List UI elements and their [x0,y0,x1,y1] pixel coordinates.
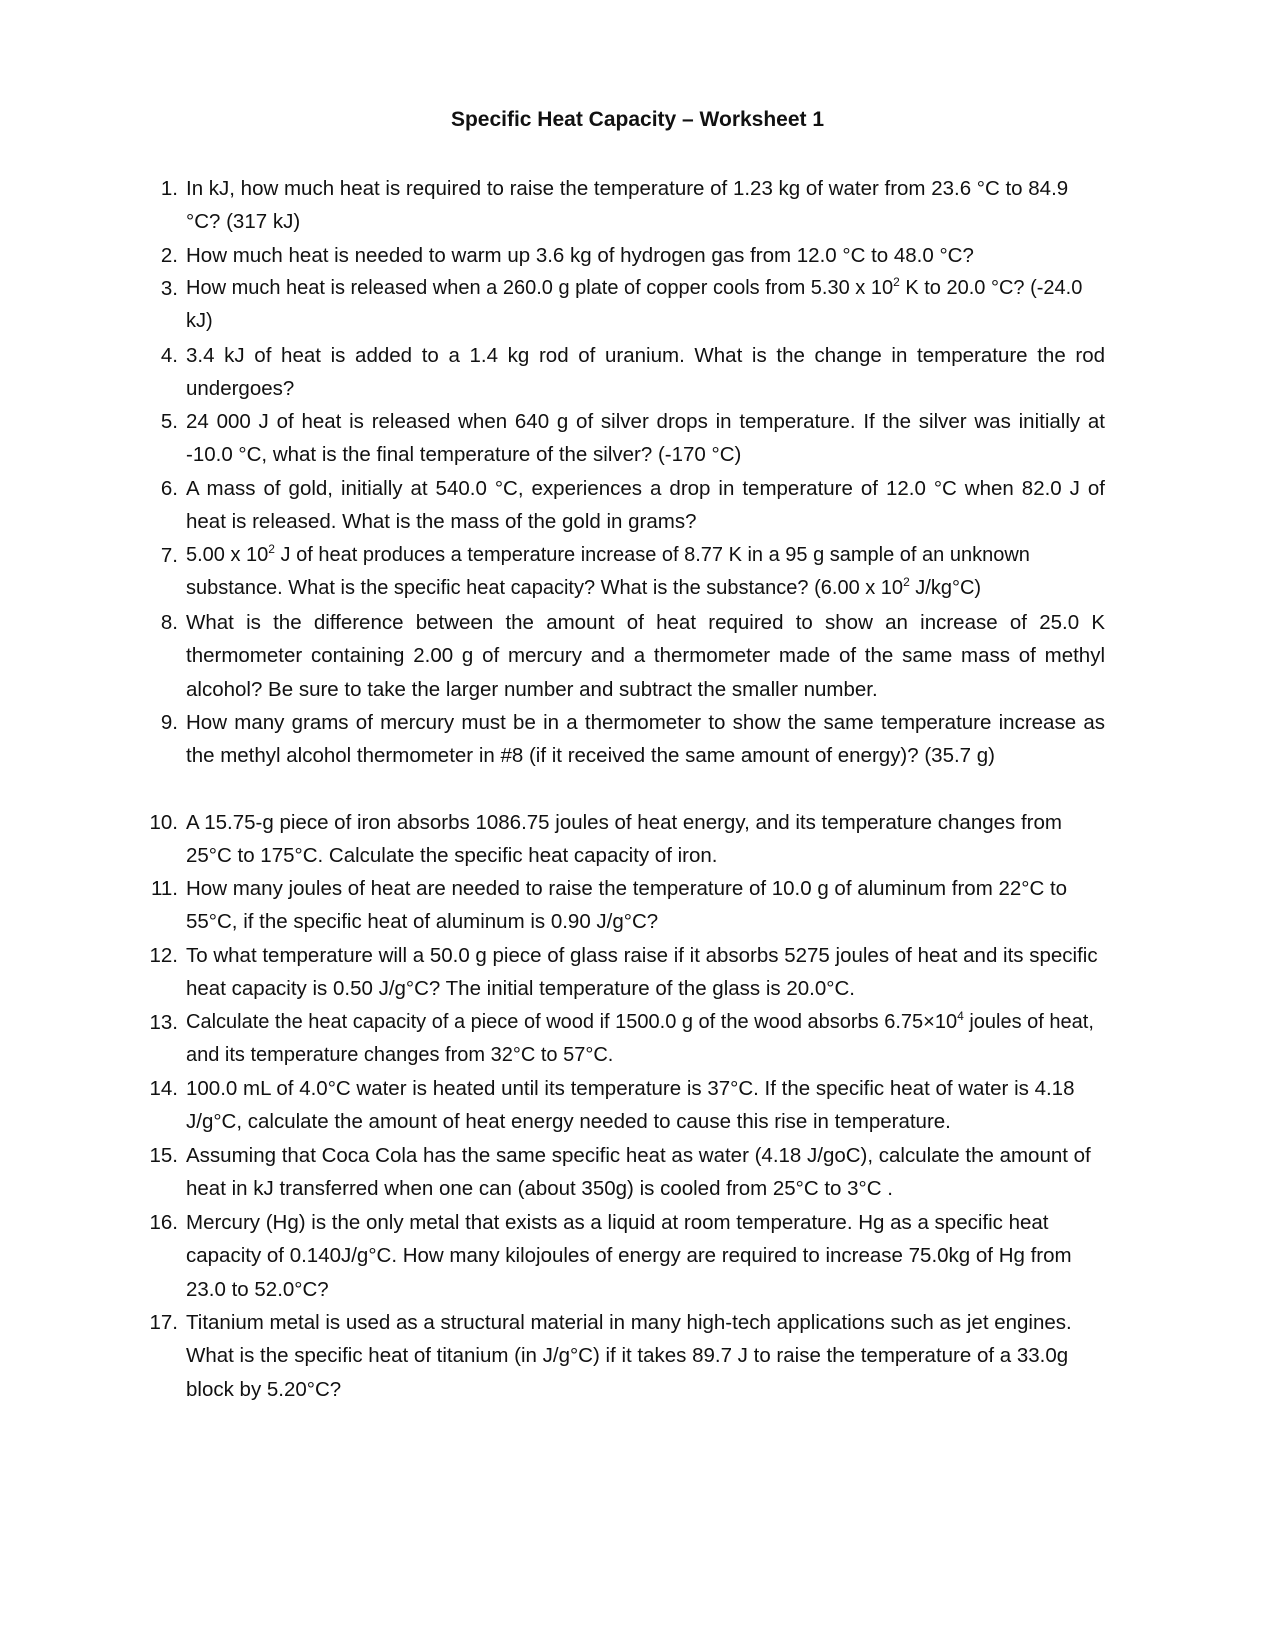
question-number: 16. [149,1211,178,1234]
question-2 [140,239,1105,272]
question-15 [140,1139,1105,1206]
question-number: 12. [149,944,178,967]
question-number: 3. [160,277,178,300]
question-number: 9. [160,711,178,734]
question-text: In kJ, how much heat is required to raise the temperature of 1.23 kg of water from 23.6 °C to 84.9 °C? (317 kJ) [186,177,1069,234]
question-11 [140,872,1105,939]
question-text: 5.00 x $10^2$ J of heat produces a temperature increase of 8.77 K in a 95 g sample of an unknown substance. What is the specific heat capacity? What is the substance? (6.00 x $10^2$ J/kg°C) [186,542,1030,600]
question-text: Titanium metal is used as a structural material in many high-tech applications such as jet engines. What is the specific heat of titanium (in J/g°C) if it takes 89.7 J to raise the temperature of a 33.0g block by 5.20°C? [186,1311,1072,1401]
question-17 [140,1306,1105,1406]
question-text: What is the difference between the amount of heat required to show an increase of 25.0 K thermometer containing 2.00 g of mercury and a thermometer made of the same mass of methyl alcohol? Be sure to take the larger number and subtract the smaller number. [186,611,1105,701]
worksheet-title: Specific Heat Capacity – Worksheet 1 [450,108,825,131]
question-text: Assuming that Coca Cola has the same specific heat as water (4.18 J/goC), calculate the amount of heat in kJ transferred when one can (about 350g) is cooled from 25°C to 3°C . [186,1144,1091,1201]
question-number: 7. [160,544,178,567]
question-3 [140,272,1105,339]
question-16 [140,1206,1105,1306]
question-text: How much heat is needed to warm up 3.6 kg of hydrogen gas from 12.0 °C to 48.0 °C? [186,244,974,267]
question-7 [140,539,1105,606]
superscript: 2 [268,542,275,556]
question-number: 10. [149,811,178,834]
question-number: 5. [160,410,178,433]
question-text: 100.0 mL of 4.0°C water is heated until its temperature is 37°C. If the specific heat of water is 4.18 J/g°C, calculate the amount of heat energy needed to cause this rise in temperature. [186,1077,1075,1134]
question-6 [140,472,1105,539]
question-number: 13. [149,1011,178,1034]
question-number: 17. [149,1311,178,1334]
question-text: How many joules of heat are needed to raise the temperature of 10.0 g of aluminum from 22°C to 55°C, if the specific heat of aluminum is 0.90 J/g°C? [186,877,1068,934]
question-5 [140,405,1105,472]
question-1 [140,172,1105,239]
question-number: 8. [160,611,178,634]
question-10 [140,806,1105,873]
question-text: Calculate the heat capacity of a piece of wood if 1500.0 g of the wood absorbs $6.75\times 10^4$ joules of heat, and its temperature changes from 32°C to 57°C. [186,1009,1094,1067]
superscript: 2 [903,575,910,590]
question-text: To what temperature will a 50.0 g piece of glass raise if it absorbs 5275 joules of heat and its specific heat capacity is 0.50 J/g°C? The initial temperature of the glass is 20.0°C. [186,944,1098,1001]
question-12 [140,939,1105,1006]
question-13 [140,1006,1105,1073]
question-9 [140,706,1105,773]
question-text: How much heat is released when a 260.0 g plate of copper cools from 5.30 x $10^2$ K to 20.0 °C? (-24.0 kJ) [186,275,1083,333]
question-8 [140,606,1105,706]
question-text: 24 000 J of heat is released when 640 g of silver drops in temperature. If the silver was initially at -10.0 °C, what is the final temperature of the silver? (-170 °C) [186,410,1105,467]
question-14 [140,1072,1105,1139]
question-number: 14. [149,1077,178,1100]
superscript: 4 [957,1009,964,1023]
question-text: How many grams of mercury must be in a thermometer to show the same temperature increase as the methyl alcohol thermometer in #8 (if it received the same amount of energy)? (35.7 g) [186,711,1105,768]
question-number: 1. [160,177,178,200]
question-number: 4. [160,344,178,367]
question-number: 2. [160,244,178,267]
question-text: A mass of gold, initially at 540.0 °C, experiences a drop in temperature of 12.0 °C when 82.0 J of heat is released. What is the mass of the gold in grams? [186,477,1105,534]
question-number: 6. [160,477,178,500]
question-number: 11. [151,877,178,900]
superscript: 2 [893,275,900,289]
question-text: A 15.75-g piece of iron absorbs 1086.75 joules of heat energy, and its temperature changes from 25°C to 175°C. Calculate the specific heat capacity of iron. [186,811,1062,868]
question-4 [140,339,1105,406]
question-text: 3.4 kJ of heat is added to a 1.4 kg rod of uranium. What is the change in temperature the rod undergoes? [186,344,1105,401]
question-text: Mercury (Hg) is the only metal that exists as a liquid at room temperature. Hg as a specific heat capacity of 0.140J/g°C. How many kilojoules of energy are required to increase 75.0kg of Hg from 23.0 to 52.0°C? [186,1211,1072,1301]
question-number: 15. [149,1144,178,1167]
